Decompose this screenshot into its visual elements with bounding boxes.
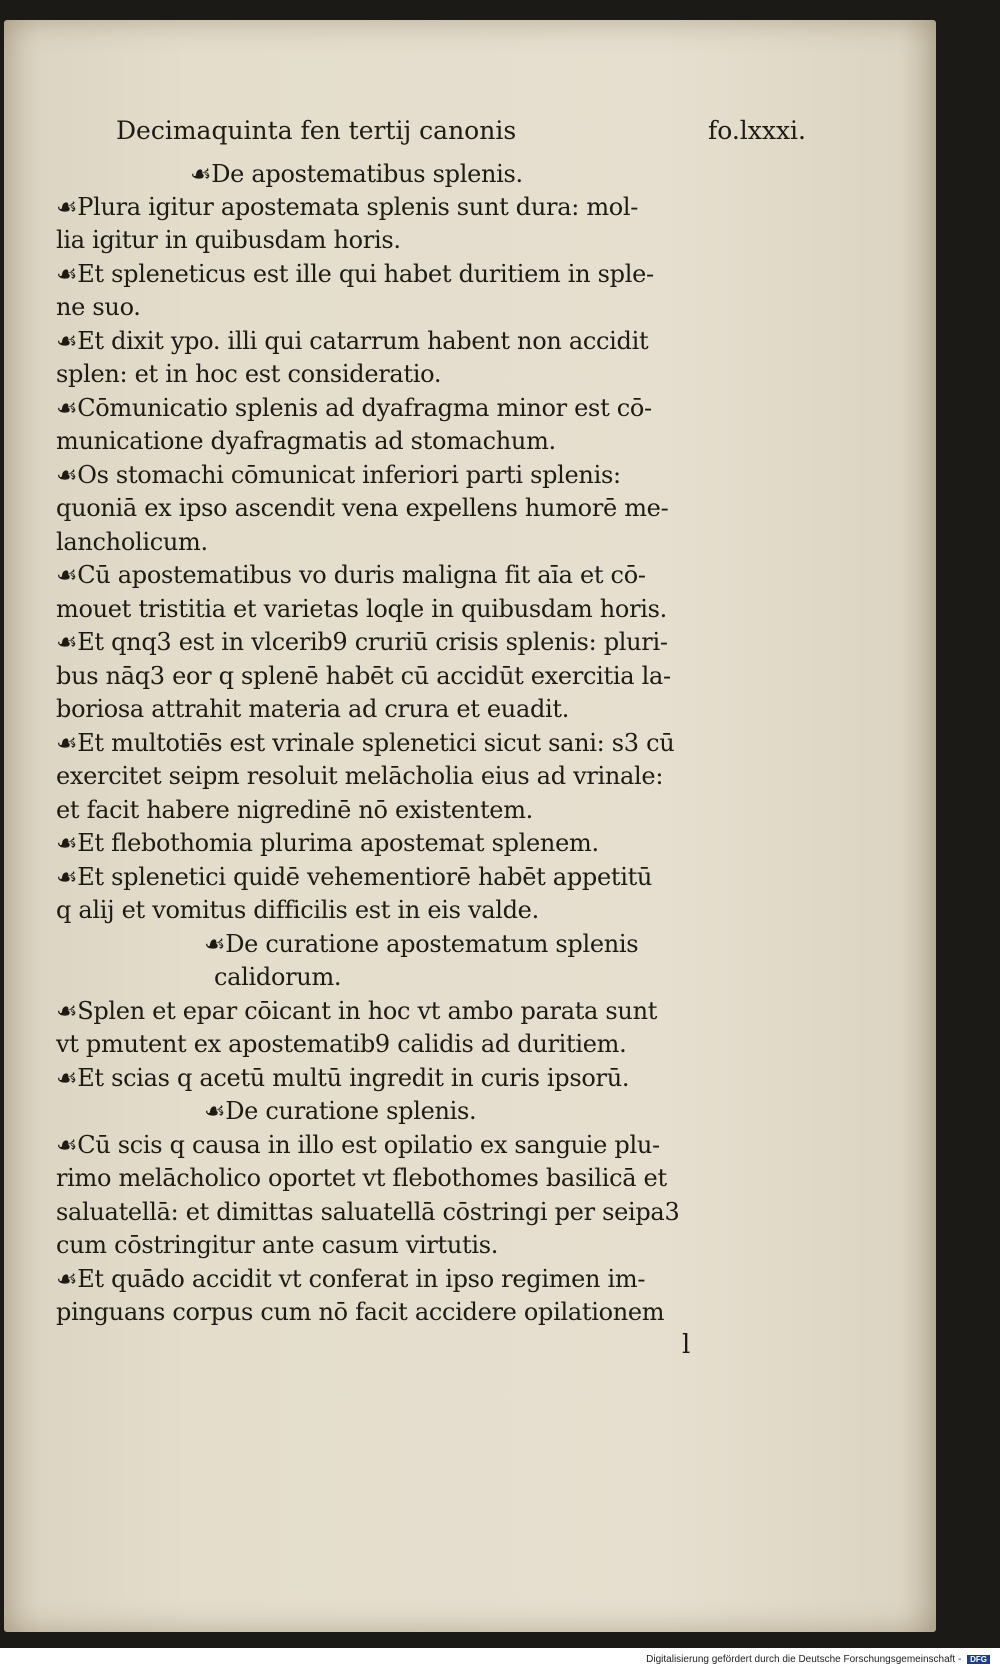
text-line: vt pmutent ex apostematib9 calidis ad duritiem. (56, 1030, 627, 1058)
text-line: ☙Et dixit ypo. illi qui catarrum habent non accidit (56, 327, 649, 355)
text-line: ☙Et scias q acetū multū ingredit in curis ipsorū. (56, 1064, 630, 1092)
text-line: ☙Splen et epar cōicant in hoc vt ambo parata sunt (56, 997, 658, 1025)
section-heading: ☙De curatione apostematum splenis (204, 930, 639, 958)
dfg-logo-badge: DFG (967, 1655, 990, 1664)
text-line: ☙Cōmunicatio splenis ad dyafragma minor est cō- (56, 394, 652, 422)
book-page (4, 20, 936, 1632)
section-heading: calidorum. (214, 963, 342, 991)
text-line: ☙Et splenetici quidē vehementiorē habēt appetitū (56, 863, 653, 891)
text-line: bus nāq3 eor q splenē habēt cū accidūt exercitia la- (56, 662, 671, 690)
text-line: ☙Cū scis q causa in illo est opilatio ex sanguie plu- (56, 1131, 660, 1159)
text-line: ☙Et flebothomia plurima apostemat splenem. (56, 829, 599, 857)
section-heading: ☙De curatione splenis. (204, 1097, 477, 1125)
text-line: boriosa attrahit materia ad crura et euadit. (56, 695, 570, 723)
text-line: ☙Os stomachi cōmunicat inferiori parti splenis: (56, 461, 621, 489)
text-line: lancholicum. (56, 528, 208, 556)
credit-text: Digitalisierung gefördert durch die Deutsche Forschungsgemeinschaft - (646, 1654, 962, 1665)
text-line: q alij et vomitus difficilis est in eis valde. (56, 896, 539, 924)
section-heading: ☙De apostematibus splenis. (190, 160, 523, 188)
folio-number: fo.lxxxi. (707, 116, 806, 145)
text-line: ☙Et spleneticus est ille qui habet duritiem in sple- (56, 260, 654, 288)
text-line: lia igitur in quibusdam horis. (56, 226, 401, 254)
text-line: cum cōstringitur ante casum virtutis. (56, 1231, 499, 1259)
digitization-credit (646, 1654, 990, 1665)
running-title: Decimaquinta fen tertij canonis (116, 116, 517, 145)
text-line: municatione dyafragmatis ad stomachum. (56, 427, 556, 455)
text-line: ☙Et quādo accidit vt conferat in ipso regimen im- (56, 1265, 646, 1293)
text-line: splen: et in hoc est consideratio. (56, 360, 442, 388)
text-line: rimo melācholico oportet vt flebothomes basilicā et (56, 1164, 667, 1192)
text-line: mouet tristitia et varietas loqle in quibusdam horis. (56, 595, 667, 623)
text-line: ☙Et qnq3 est in vlcerib9 cruriū crisis splenis: pluri- (56, 628, 668, 656)
text-line: quoniā ex ipso ascendit vena expellens humorē me- (56, 494, 669, 522)
text-line: ☙Cū apostematibus vo duris maligna fit aīa et cō- (56, 561, 646, 589)
text-line: ne suo. (56, 293, 141, 321)
signature-mark: l (682, 1330, 691, 1360)
text-line: et facit habere nigredinē nō existentem. (56, 796, 534, 824)
text-line: exercitet seipm resoluit melācholia eius ad vrinale: (56, 762, 664, 790)
running-header (116, 116, 806, 156)
text-line: pinguans corpus cum nō facit accidere opilationem (56, 1298, 665, 1326)
text-line: saluatellā: et dimittas saluatellā cōstringi per seipa3 (56, 1198, 680, 1226)
text-line: ☙Et multotiēs est vrinale splenetici sicut sani: s3 cū (56, 729, 675, 757)
text-line: ☙Plura igitur apostemata splenis sunt dura: mol- (56, 193, 639, 221)
